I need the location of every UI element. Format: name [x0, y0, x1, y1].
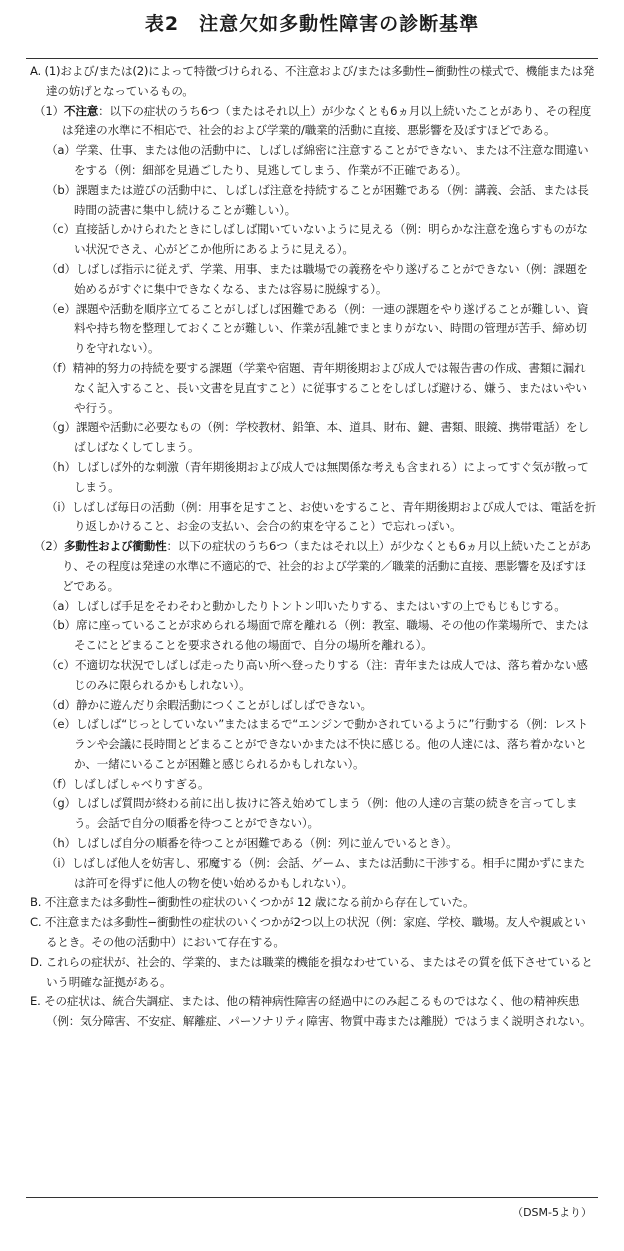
criterion-c: C. 不注意または多動性−衝動性の症状のいくつかが2つ以上の状況（例：家庭、学校、職場。友人や親戚といるとき。その他の活動中）において存在する。	[30, 915, 586, 950]
hyperactivity-prefix: （2）	[34, 539, 64, 554]
hyperactivity-text: ：以下の症状のうち6つ（またはそれ以上）が少なくとも6ヵ月以上続いたことがあり、その程度は発達の水準に不適応的で、社会的および学業的／職業的活動に直接、悪影響を及ぼすほどである。	[62, 539, 592, 593]
table-title: 表2 注意欠如多動性障害の診断基準	[144, 13, 480, 35]
inattention-item-a: （a）学業、仕事、または他の活動中に、しばしば綿密に注意することができない、または不注意な間違いをする（例：細部を見過ごしたり、見逃してしまう、作業が不正確である）。	[46, 143, 589, 177]
inattention-item-b: （b）課題または遊びの活動中に、しばしば注意を持続することが困難である（例：講義、会話、または長時間の読書に集中し続けることが難しい）。	[46, 182, 589, 217]
hyperactivity-item-h: （h）しばしば自分の順番を待つことが困難である（例：列に並んでいるとき）。	[46, 836, 458, 851]
inattention-item-c: （c）直接話しかけられたときにしばしば聞いていないように見える（例：明らかな注意を逸らすものがない状況でさえ、心がどこか他所にあるように見える）。	[46, 222, 588, 257]
top-rule	[26, 58, 598, 59]
hyperactivity-item-i: （i）しばしば他人を妨害し、邪魔する（例：会話、ゲーム、または活動に干渉する。相手に聞かずにまたは許可を得ずに他人の物を使い始めるかもしれない）。	[46, 855, 585, 890]
bottom-rule	[26, 1197, 598, 1198]
criterion-e: E. その症状は、統合失調症、または、他の精神病性障害の経過中にのみ起こるものではなく、他の精神疾患（例：気分障害、不安症、解離症、パーソナリティ障害、物質中毒または離脱）ではうまく説明されない。	[30, 994, 592, 1029]
hyperactivity-heading: 多動性および衝動性	[63, 539, 167, 554]
criterion-d: D. これらの症状が、社会的、学業的、または職業的機能を損なわせている、またはその質を低下させているという明確な証拠がある。	[30, 954, 593, 989]
hyperactivity-item-e: （e）しばしば“じっとしていない”またはまるで“エンジンで動かされているように”行動する（例：レストランや会議に長時間とどまることができないかまたは不快に感じる。他の人達には、落ち着かないとか、一緒にいることが困難と感じられるかもしれない）。	[46, 717, 588, 771]
inattention-item-e: （e）課題や活動を順序立てることがしばしば困難である（例：一連の課題をやり遂げることが難しい、資料や持ち物を整理しておくことが難しい、作業が乱雑でまとまりがない、時間の管理が苦手、締め切りを守れない）。	[46, 301, 589, 356]
source-note: （DSM-5より）	[512, 1206, 592, 1219]
criterion-b: B. 不注意または多動性−衝動性の症状のいくつかが 12 歳になる前から存在していた。	[30, 895, 475, 910]
hyperactivity-intro	[30, 537, 596, 596]
inattention-heading: 不注意	[63, 103, 99, 118]
hyperactivity-item-a: （a）しばしば手足をそわそわと動かしたりトントン叩いたりする、またはいすの上でもじもじする。	[46, 598, 566, 613]
hyperactivity-item-d: （d）静かに遊んだり余暇活動につくことがしばしばできない。	[46, 697, 372, 712]
inattention-item-g: （g）課題や活動に必要なもの（例：学校教材、鉛筆、本、道具、財布、鍵、書類、眼鏡、携帯電話）をしばしばなくしてしまう。	[46, 420, 589, 455]
inattention-item-d: （d）しばしば指示に従えず、学業、用事、または職場での義務をやり遂げることができない（例：課題を始めるがすぐに集中できなくなる、または容易に脱線する）。	[46, 261, 588, 296]
hyperactivity-item-c: （c）不適切な状況でしばしば走ったり高い所へ登ったりする（注：青年または成人では、落ち着かない感じのみに限られるかもしれない）。	[46, 657, 588, 692]
criteria-body	[30, 62, 596, 1032]
inattention-item-h: （h）しばしば外的な刺激（青年期後期および成人では無関係な考えも含まれる）によってすぐ気が散ってしまう。	[46, 459, 589, 494]
inattention-prefix: （1）	[34, 103, 64, 118]
inattention-item-i: （i）しばしば毎日の活動（例：用事を足すこと、お使いをすること、青年期後期および成人では、電話を折り返しかけること、お金の支払い、会合の約束を守ること）で忘れっぽい。	[46, 499, 596, 534]
criterion-a: A. (1)および/または(2)によって特徴づけられる、不注意および/または多動性−衝動性の様式で、機能または発達の妨げとなっているもの。	[30, 64, 595, 98]
inattention-intro	[30, 102, 596, 142]
hyperactivity-item-b: （b）席に座っていることが求められる場面で席を離れる（例：教室、職場、その他の作業場所で、またはそこにとどまることを要求される他の場面で、自分の場所を離れる）。	[46, 618, 589, 653]
inattention-text: ：以下の症状のうち6つ（またはそれ以上）が少なくとも6ヵ月以上続いたことがあり、その程度は発達の水準に不相応で、社会的および学業的/職業的活動に直接、悪影響を及ぼすほどである。	[62, 103, 592, 138]
hyperactivity-item-g: （g）しばしば質問が終わる前に出し抜けに答え始めてしまう（例：他の人達の言葉の続きを言ってしまう。会話で自分の順番を待つことができない）。	[46, 796, 578, 831]
inattention-item-f: （f）精神的努力の持続を要する課題（学業や宿題、青年期後期および成人では報告書の作成、書類に漏れなく記入すること、長い文書を見直すこと）に従事することをしばしば避ける、嫌う、またはいやいや行う。	[46, 360, 587, 415]
hyperactivity-item-f: （f）しばしばしゃべりすぎる。	[46, 776, 210, 791]
